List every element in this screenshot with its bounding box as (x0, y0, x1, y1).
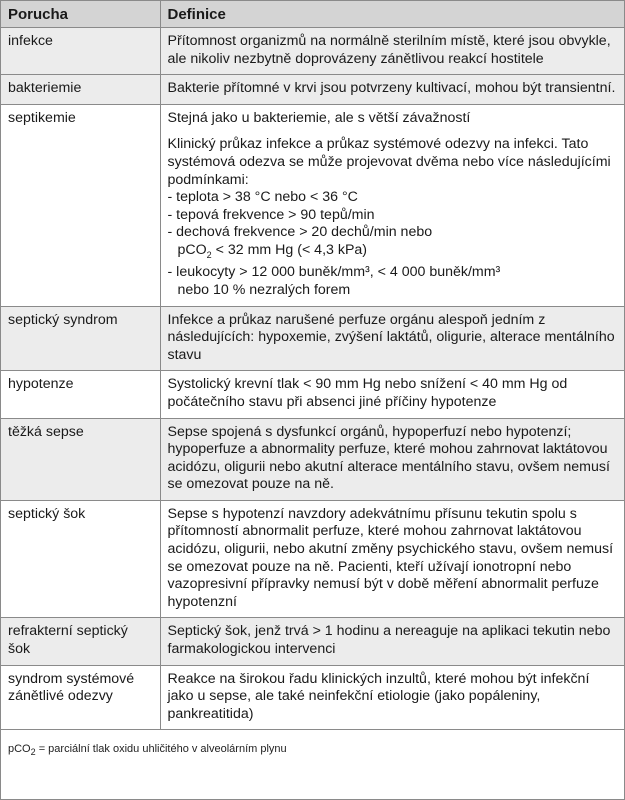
definition-paragraph: Septický šok, jenž trvá > 1 hodinu a nereaguje na aplikaci tekutin nebo farmakologickou intervenci (167, 623, 611, 658)
definition-paragraph: Bakterie přítomné v krvi jsou potvrzeny kultivací, mohou být transientní. (167, 80, 616, 97)
row-term: septický syndrom (1, 306, 160, 371)
criteria-item (168, 224, 618, 264)
criteria-list (168, 189, 618, 299)
row-term: hypotenze (1, 371, 160, 418)
criteria-continuation-pco2 (178, 242, 618, 264)
row-term: septikemie (1, 104, 160, 306)
criteria-item: - teplota > 38 °C nebo < 36 °C (167, 189, 358, 206)
definition-paragraph: Sepse s hypotenzí navzdory adekvátnímu přísunu tekutin spolu s přítomností abnormalit perfuze, které mohou zahrnovat laktátovou acidózu, oligurii, nebo akutní změny psychického stavu, ovšem nemusí se omezovat pouze na ně. Pacienti, kteří užívají ionotropní nebo vazopresivní přípravky nemusí být v době měření abnormalit perfuze hypotenzní (167, 505, 614, 610)
row-definition (160, 306, 624, 371)
table-footnote (1, 730, 624, 759)
pco2-label: pCO (177, 241, 207, 258)
row-definition (160, 418, 624, 500)
footnote-symbol: pCO (8, 743, 31, 756)
definition-paragraph (168, 136, 618, 299)
row-term: refrakterní septický šok (1, 618, 160, 665)
row-term: těžká sepse (1, 418, 160, 500)
definition-paragraph: Přítomnost organizmů na normálně sterilním místě, které jsou obvykle, ale nikoliv nezbytně doprovázeny zánětlivou reakcí hostitele (167, 33, 611, 67)
pco2-subscript: 2 (206, 249, 212, 260)
row-term: syndrom systémové zánětlivé odezvy (1, 665, 160, 730)
table-row (1, 28, 624, 75)
definition-paragraph: Stejná jako u bakteriemie, ale s větší závažností (167, 109, 471, 126)
definition-paragraph: Sepse spojená s dysfunkcí orgánů, hypoperfuzí nebo hypotenzí; hypoperfuze a abnormality perfuze, které mohou zahrnovat laktátovou acidózu, oligurii nebo akutní alterace mentálního stavu, ovšem nemusí se omezovat pouze na ně. (167, 423, 610, 493)
table-row (1, 418, 624, 500)
row-definition (160, 500, 624, 618)
definition-intro: Klinický průkaz infekce a průkaz systémové odezvy na infekci. Tato systémová odezva se může projevovat dvěma nebo více následujícími podmínkami: (167, 136, 611, 188)
table-row (1, 665, 624, 730)
table-row (1, 371, 624, 418)
table-row (1, 618, 624, 665)
criteria-continuation-immature: nebo 10 % nezralých forem (177, 281, 351, 298)
row-definition (160, 618, 624, 665)
table-header-row (1, 1, 624, 28)
row-definition (160, 75, 624, 105)
column-header-porucha: Porucha (1, 1, 160, 28)
row-definition (160, 104, 624, 306)
row-definition (160, 371, 624, 418)
definition-paragraph: Systolický krevní tlak < 90 mm Hg nebo snížení < 40 mm Hg od počátečního stavu při absenci jiné příčiny hypotenze (167, 376, 568, 410)
row-term: bakteriemie (1, 75, 160, 105)
criteria-text: - leukocyty > 12 000 buněk/mm³, < 4 000 buněk/mm³ (167, 264, 501, 281)
table-row (1, 75, 624, 105)
definition-paragraph: Reakce na širokou řadu klinických inzultů, které mohou být infekční jako u sepse, ale také neinfekční etiologie (jako popáleniny, pankreatitida) (167, 670, 590, 722)
criteria-item: - tepová frekvence > 90 tepů/min (167, 206, 375, 223)
definition-paragraph: Infekce a průkaz narušené perfuze orgánu alespoň jedním z následujících: hypoxemie, zvýšení laktátů, oligurie, alterace mentálního stavu (167, 311, 615, 363)
table-row (1, 104, 624, 306)
definitions-table (1, 1, 624, 730)
pco2-value: < 32 mm Hg (< 4,3 kPa) (211, 241, 368, 258)
row-term: infekce (1, 28, 160, 75)
footnote-text: = parciální tlak oxidu uhličitého v alveolárním plynu (35, 743, 287, 756)
column-header-definice: Definice (160, 1, 624, 28)
table-row (1, 306, 624, 371)
criteria-item (168, 264, 618, 299)
row-definition (160, 665, 624, 730)
criteria-text: - dechová frekvence > 20 dechů/min nebo (167, 224, 433, 241)
row-term: septický šok (1, 500, 160, 618)
footnote-subscript: 2 (30, 747, 36, 758)
table-row (1, 500, 624, 618)
row-definition (160, 28, 624, 75)
